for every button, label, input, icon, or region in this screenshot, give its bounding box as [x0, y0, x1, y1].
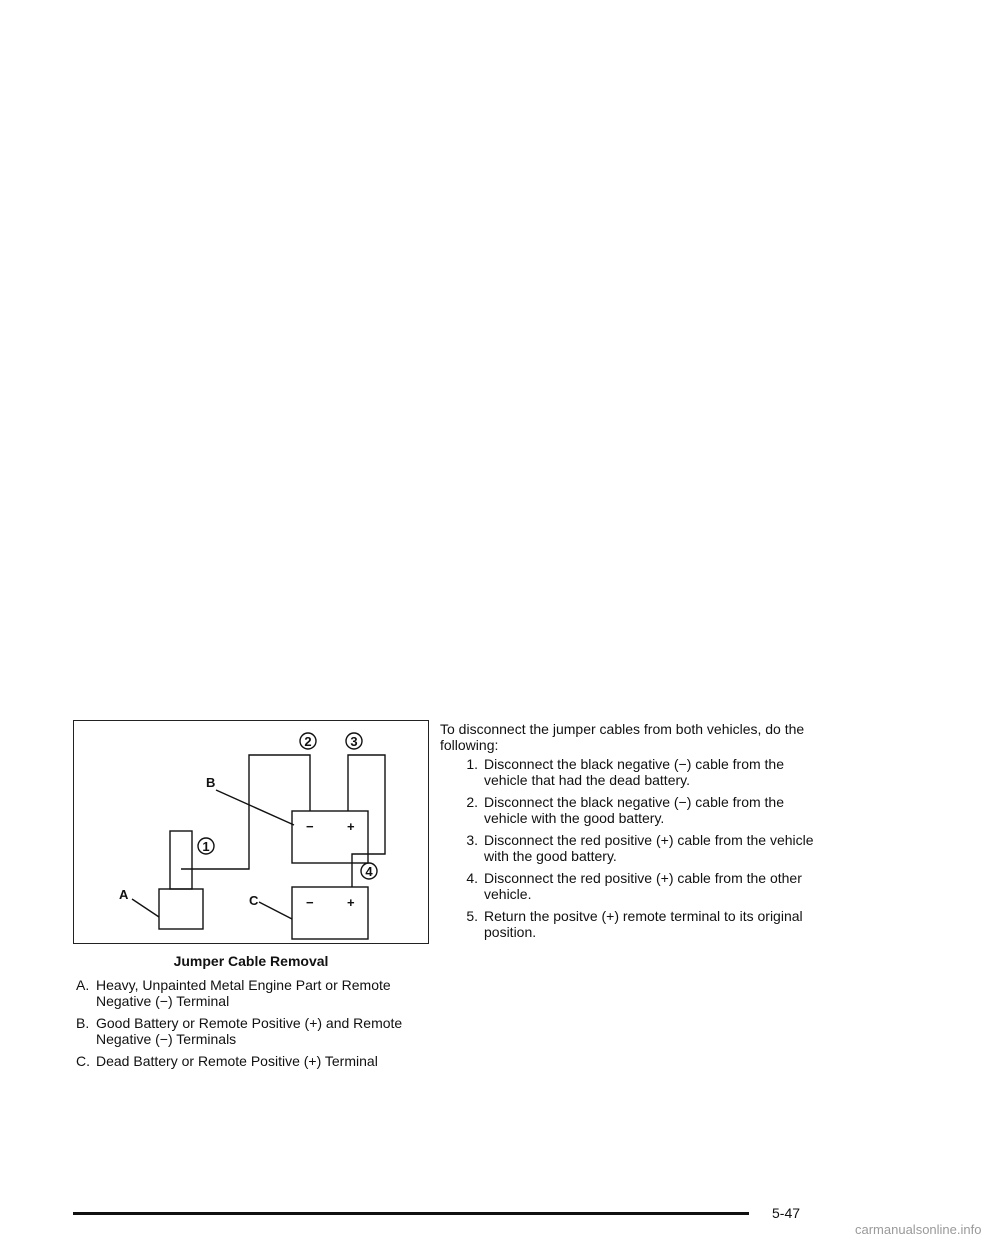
step-text: Disconnect the black negative (−) cable from the vehicle with the good battery.	[484, 794, 784, 826]
instructions-column	[440, 721, 830, 946]
figure-legend	[76, 977, 436, 1075]
watermark-text: carmanualsonline.info	[855, 1222, 981, 1237]
step-text: Disconnect the red positive (+) cable from the other vehicle.	[484, 870, 802, 902]
step-number: 4.	[466, 870, 478, 886]
diagram-svg	[74, 721, 428, 943]
instruction-steps	[440, 756, 830, 940]
legend-item-b	[76, 1015, 436, 1047]
engine-part-post	[170, 831, 192, 889]
dead-battery-negative: −	[306, 895, 314, 910]
step-2	[440, 794, 830, 826]
step-3	[440, 832, 830, 864]
legend-text: Dead Battery or Remote Positive (+) Terminal	[96, 1053, 378, 1069]
engine-part-block	[159, 889, 203, 929]
step-text: Disconnect the black negative (−) cable from the vehicle that had the dead battery.	[484, 756, 784, 788]
legend-text: Heavy, Unpainted Metal Engine Part or Remote Negative (−) Terminal	[96, 977, 391, 1009]
step-text: Disconnect the red positive (+) cable from the vehicle with the good battery.	[484, 832, 814, 864]
step-number: 3.	[466, 832, 478, 848]
step-number: 5.	[466, 908, 478, 924]
jumper-cable-diagram	[73, 720, 429, 944]
callout-3: 3	[350, 734, 358, 749]
legend-key: C.	[76, 1053, 90, 1069]
legend-key: A.	[76, 977, 90, 993]
footer-rule	[73, 1212, 749, 1215]
label-a: A	[119, 887, 129, 902]
step-text: Return the positve (+) remote terminal to its original position.	[484, 908, 803, 940]
good-battery-negative: −	[306, 819, 314, 834]
page-number: 5-47	[772, 1205, 801, 1221]
figure-caption: Jumper Cable Removal	[173, 953, 329, 969]
step-number: 2.	[466, 794, 478, 810]
callout-1: 1	[202, 839, 210, 854]
step-5	[440, 908, 830, 940]
callout-2: 2	[304, 734, 312, 749]
legend-item-c	[76, 1053, 436, 1069]
legend-key: B.	[76, 1015, 90, 1031]
legend-text: Good Battery or Remote Positive (+) and Remote Negative (−) Terminals	[96, 1015, 403, 1047]
leader-a	[132, 899, 159, 917]
dead-battery-positive: +	[347, 895, 355, 910]
leader-c	[259, 902, 292, 919]
good-battery	[292, 811, 368, 863]
callout-4: 4	[365, 864, 373, 879]
dead-battery	[292, 887, 368, 939]
step-number: 1.	[466, 756, 478, 772]
good-battery-positive: +	[347, 819, 355, 834]
instructions-intro: To disconnect the jumper cables from both vehicles, do the following:	[440, 721, 805, 753]
leader-b	[216, 790, 294, 825]
step-1	[440, 756, 830, 788]
step-4	[440, 870, 830, 902]
label-b: B	[206, 775, 216, 790]
legend-item-a	[76, 977, 436, 1009]
label-c: C	[249, 893, 259, 908]
